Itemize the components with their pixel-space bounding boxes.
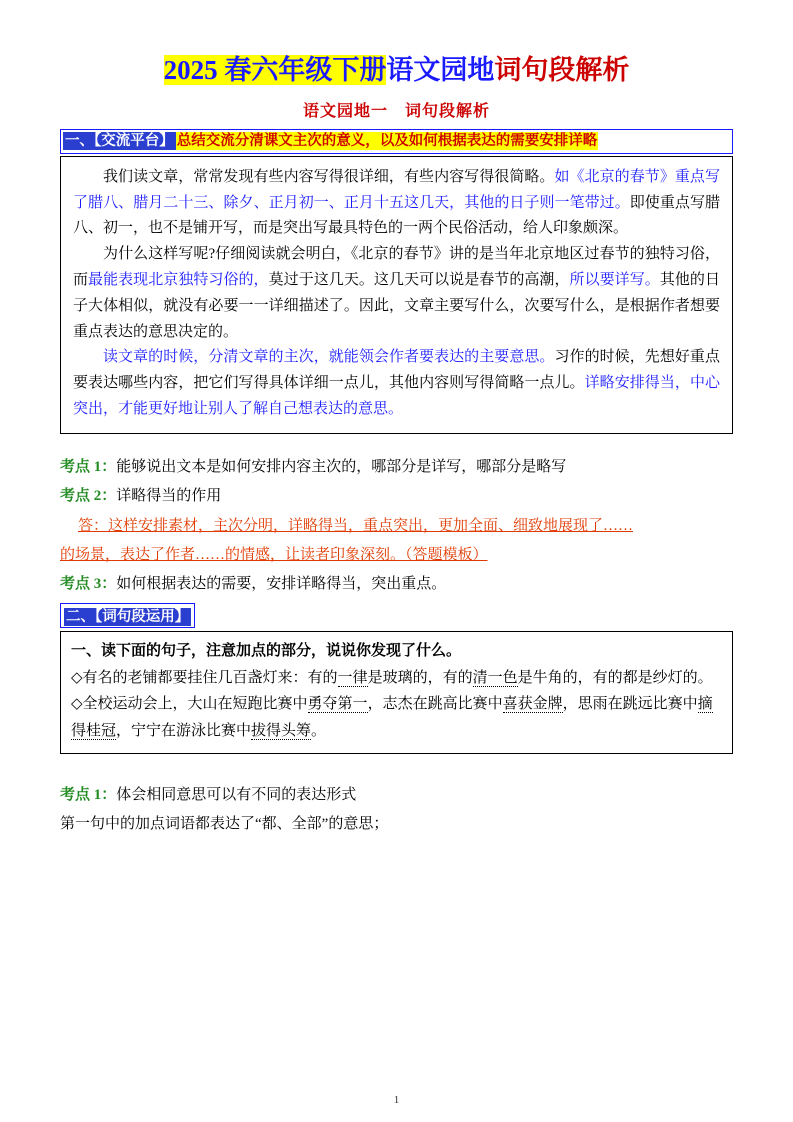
sentence-2-part-e: ，思雨在跳远比赛中 [562, 696, 698, 713]
sentence-2-emph-3: 摘得桂冠 [71, 696, 713, 740]
section-heading-communication [60, 129, 733, 154]
sentence-1-part-c: 是玻璃的，有的 [367, 669, 473, 686]
exercise-sentence-2 [71, 691, 722, 744]
title-segment-topic: 语文园地 [386, 55, 495, 85]
sentence-1-emph-2: 清一色 [472, 669, 518, 686]
answer-template-line-1 [60, 513, 733, 540]
title-segment-subject: 词句段解析 [494, 55, 630, 85]
section-heading-label: 一、【交流平台】 [65, 132, 174, 149]
paragraph-1-part-c: 即使重点写腊八、初一，也不是铺开写，而是突出写最具特色的一两个民俗活动，给人印象颇深。 [73, 194, 720, 237]
keypoint-4-label: 考点 1： [60, 786, 117, 803]
keypoint-1-text: 能够说出文本是如何安排内容主次的，哪部分是详写，哪部分是略写 [116, 458, 567, 475]
keypoint-1 [60, 454, 733, 482]
keypoint-3 [60, 571, 733, 599]
paragraph-1-part-b: 如《北京的春节》重点写了腊八、腊月二十三、除夕、正月初一、正月十五这几天，其他的日子则一笔带过。 [73, 168, 720, 211]
paragraph-2 [73, 242, 720, 345]
page-title [60, 54, 733, 88]
keypoint-2-label: 考点 2： [60, 488, 117, 505]
keypoint-3-label: 考点 3： [60, 576, 117, 593]
keypoint-1-label: 考点 1： [60, 458, 117, 475]
keypoint-4-text: 体会相同意思可以有不同的表达形式 [116, 786, 357, 803]
sentence-1-part-a: ◇有名的老铺都要挂住几百盏灯来：有的 [71, 669, 338, 686]
paragraph-3 [73, 345, 720, 422]
sentence-2-emph-1: 勇夺第一 [307, 696, 368, 713]
keypoint-4 [60, 782, 733, 810]
paragraph-2-part-d: 所以要详写。 [569, 271, 660, 288]
answer-template-line-2-text: 的场景，表达了作者……的情感，让读者印象深刻。（答题模板） [60, 547, 488, 564]
keypoint-2-text: 详略得当的作用 [116, 488, 222, 505]
paragraph-3-part-a: 读文章的时候，分清文章的主次，就能领会作者要表达的主要意思。 [103, 349, 555, 366]
paragraph-1-part-a: 我们读文章，常常发现有些内容写得很详细，有些内容写得很简略。 [103, 168, 555, 185]
paragraph-2-part-c: 莫过于这几天。这几天可以说是春节的高潮， [268, 271, 570, 288]
paragraph-2-part-e: 其他的日子大体相似，就没有必要一一详细描述了。因此，文章主要写什么，次要写什么，是根据作者想要重点表达的意思决定的。 [73, 271, 720, 340]
exercise-question-title: 一、读下面的句子，注意加点的部分，说说你发现了什么。 [71, 642, 462, 659]
communication-platform-body [60, 156, 733, 434]
section-heading-usage-label: 二、【词句段运用】 [66, 608, 190, 625]
sentence-2-part-a: ◇全校运动会上，大山在短跑比赛中 [71, 696, 308, 713]
page-subtitle: 语文园地一 词句段解析 [302, 102, 490, 120]
keypoint-3-text: 如何根据表达的需要，安排详略得当，突出重点。 [116, 576, 447, 593]
exercise-box [60, 631, 733, 754]
sentence-2-part-g: ，宁宁在游泳比赛中 [116, 723, 252, 740]
exercise-sentence-1 [71, 665, 722, 692]
sentence-2-emph-2: 喜获金牌 [502, 696, 563, 713]
paragraph-3-part-b: 习作的时候，先想好重点要表达哪些内容，把它们写得具体详细一点儿，其他内容则写得简略一点儿。 [73, 349, 720, 392]
title-segment-year: 2025 春六年级下册 [163, 55, 387, 85]
paragraph-3-part-c: 详略安排得当，中心突出，才能更好地让别人了解自己想表达的意思。 [73, 375, 720, 417]
sentence-2-part-c: ，志杰在跳高比赛中 [367, 696, 503, 713]
paragraph-1 [73, 165, 720, 242]
sentence-2-part-i: 。 [311, 723, 327, 740]
section-heading-usage [60, 603, 195, 628]
keypoint-2 [60, 483, 733, 511]
sentence-1-emph-1: 一律 [337, 669, 368, 686]
answer-template-line-1-text: 答：这样安排素材，主次分明，详略得当，重点突出，更加全面、细致地展现了…… [78, 518, 634, 535]
sentence-2-emph-4: 拔得头筹 [251, 723, 312, 740]
page-number: 1 [393, 1094, 400, 1106]
section-heading-text: 总结交流分清课文主次的意义，以及如何根据表达的需要安排详略 [176, 132, 598, 149]
sentence-1-part-e: 是牛角的，有的都是纱灯的。 [517, 669, 713, 686]
section-heading-usage-wrap [60, 599, 733, 628]
paragraph-2-part-a: 为什么这样写呢?仔细阅读就会明白，《北京的春节》讲的是当年北京地区过春节的独特习俗，而 [73, 246, 720, 288]
paragraph-2-part-b: 最能表现北京独特习俗的， [88, 271, 269, 288]
answer-template-line-2 [60, 542, 733, 569]
closing-note: 第一句中的加点词语都表达了“都、全部”的意思； [60, 816, 389, 833]
